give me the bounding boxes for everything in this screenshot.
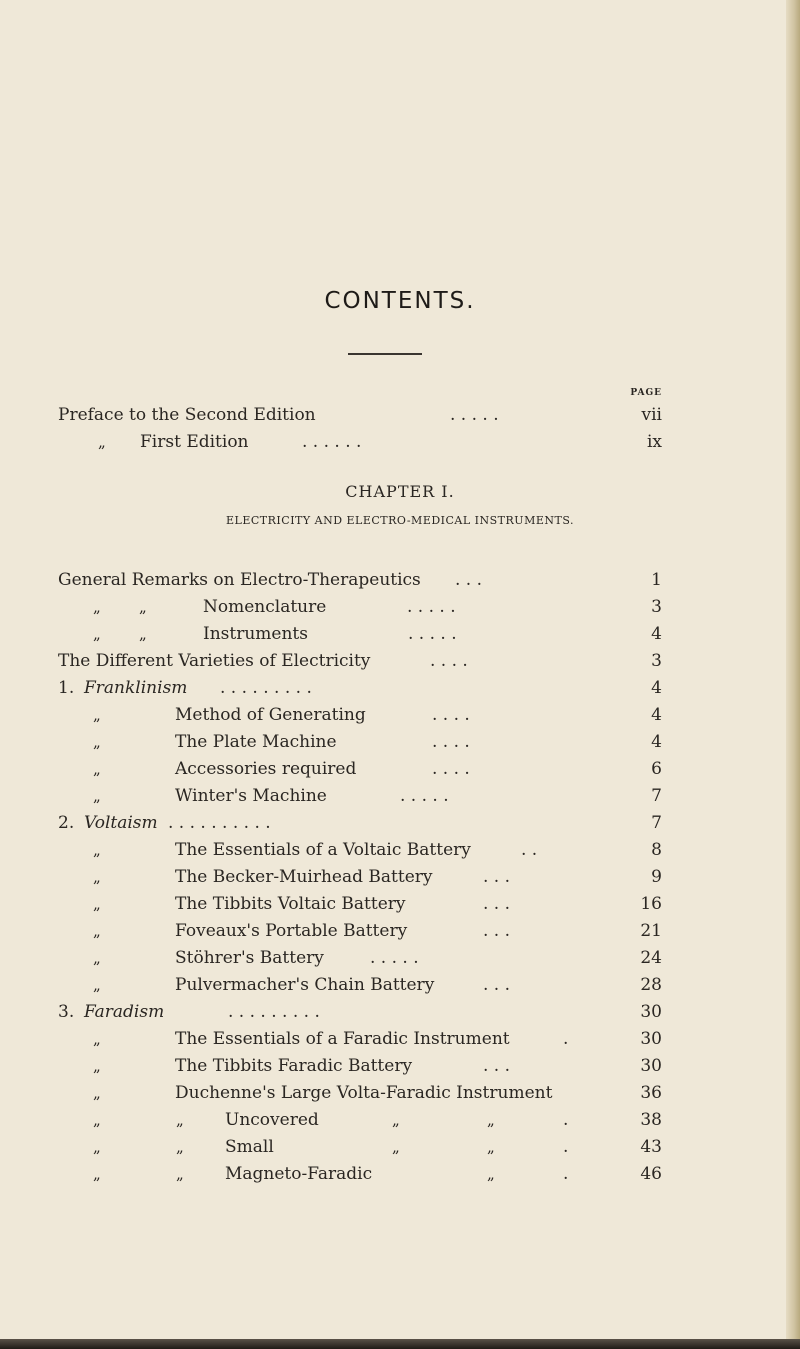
toc-row [0,973,800,997]
ditto-mark: „ [93,625,101,643]
toc-title: First Edition [140,432,249,452]
toc-leader-dots: . . . . . . . . . . [168,813,271,833]
chapter-subtitle: ELECTRICITY AND ELECTRO-MEDICAL INSTRUMENTS. [226,514,574,527]
toc-page-number: 3 [651,597,662,617]
toc-leader-dots: . . . . . [407,597,456,617]
ditto-mark: „ [93,841,101,859]
ditto-mark: „ [93,787,101,805]
ditto-mark: „ [139,598,147,616]
toc-title: The Tibbits Faradic Battery [175,1056,413,1076]
ditto-mark: „ [93,733,101,751]
toc-leader-dots: . [563,1029,569,1049]
toc-row [0,811,800,835]
toc-row [0,730,800,754]
ditto-mark: „ [93,760,101,778]
toc-page-number: 1 [651,570,662,590]
ditto-mark: „ [98,433,106,451]
toc-title: Method of Generating [175,705,366,725]
ditto-mark: „ [392,1111,400,1129]
ditto-mark: „ [139,625,147,643]
toc-title: Stöhrer's Battery [175,948,324,968]
toc-leader-dots: . . [521,840,538,860]
toc-leader-dots: . . . [483,867,511,887]
toc-title: Small [225,1137,274,1157]
ditto-mark: „ [392,1138,400,1156]
toc-row [0,1108,800,1132]
toc-row [0,1000,800,1024]
toc-title: The Becker-Muirhead Battery [175,867,433,887]
toc-page-number: 43 [640,1137,662,1157]
page-title: CONTENTS. [324,288,476,314]
toc-leader-dots: . [563,1164,569,1184]
toc-leader-dots: . . . . [432,705,470,725]
ditto-mark: „ [176,1111,184,1129]
toc-page-number: 3 [651,651,662,671]
ditto-mark: „ [93,922,101,940]
toc-row [0,622,800,646]
toc-row [0,595,800,619]
toc-leader-dots: . . . . . . [302,432,362,452]
toc-leader-dots: . . . . . . . . . [220,678,312,698]
toc-row [0,568,800,592]
toc-page-number: 7 [651,813,662,833]
toc-leader-dots: . . . [455,570,483,590]
toc-title: The Different Varieties of Electricity [58,651,371,671]
toc-leader-dots: . . . . . [408,624,457,644]
toc-title: Duchenne's Large Volta-Faradic Instrument [175,1083,553,1103]
toc-leader-dots: . [563,1137,569,1157]
toc-page-number: 30 [640,1029,662,1049]
toc-title: Preface to the Second Edition [58,405,316,425]
toc-title: The Essentials of a Voltaic Battery [175,840,471,860]
toc-page-number: 24 [640,948,662,968]
toc-row [0,676,800,700]
toc-title: The Plate Machine [175,732,337,752]
ditto-mark: „ [487,1138,495,1156]
toc-row [0,892,800,916]
toc-title: Nomenclature [203,597,327,617]
ditto-mark: „ [487,1111,495,1129]
ditto-mark: „ [176,1138,184,1156]
toc-page-number: 9 [651,867,662,887]
ditto-mark: „ [93,598,101,616]
toc-page-number: 28 [640,975,662,995]
toc-title: Uncovered [225,1110,319,1130]
toc-row [0,838,800,862]
toc-section-number: 2. [58,813,75,833]
toc-row [0,1054,800,1078]
ditto-mark: „ [93,1111,101,1129]
title-rule [348,353,422,355]
toc-title: General Remarks on Electro-Therapeutics [58,570,421,590]
toc-page-number: 21 [640,921,662,941]
toc-page-number: 38 [640,1110,662,1130]
ditto-mark: „ [93,1057,101,1075]
toc-title: The Tibbits Voltaic Battery [175,894,406,914]
ditto-mark: „ [176,1165,184,1183]
toc-title: Voltaism [84,813,158,833]
toc-leader-dots: . . . . . [400,786,449,806]
ditto-mark: „ [93,976,101,994]
toc-leader-dots: . . . [483,1056,511,1076]
toc-section-number: 1. [58,678,75,698]
ditto-mark: „ [93,706,101,724]
toc-leader-dots: . . . . . . . . . [228,1002,320,1022]
toc-leader-dots: . . . . [430,651,468,671]
toc-title: Pulvermacher's Chain Battery [175,975,435,995]
toc-title: Instruments [203,624,308,644]
toc-page-number: 4 [651,732,662,752]
toc-page-number: 36 [640,1083,662,1103]
toc-leader-dots: . . . . [432,759,470,779]
chapter-heading: CHAPTER I. [345,482,455,501]
ditto-mark: „ [487,1165,495,1183]
toc-page-number: 16 [640,894,662,914]
toc-title: The Essentials of a Faradic Instrument [175,1029,510,1049]
toc-page-number: vii [641,405,662,425]
page-column-heading: PAGE [630,388,662,398]
toc-row [0,649,800,673]
toc-page-number: 7 [651,786,662,806]
toc-row [0,784,800,808]
toc-leader-dots: . . . [483,894,511,914]
toc-page-number: 30 [640,1002,662,1022]
toc-title: Winter's Machine [175,786,327,806]
toc-leader-dots: . [563,1110,569,1130]
toc-leader-dots: . . . [483,975,511,995]
toc-page-number: 4 [651,705,662,725]
toc-row [0,1162,800,1186]
ditto-mark: „ [93,1084,101,1102]
toc-row [0,757,800,781]
toc-row [0,1081,800,1105]
toc-title: Accessories required [175,759,357,779]
toc-title: Magneto-Faradic [225,1164,373,1184]
ditto-mark: „ [93,1165,101,1183]
toc-page-number: 6 [651,759,662,779]
toc-page-number: 30 [640,1056,662,1076]
toc-row [0,919,800,943]
toc-page-number: 4 [651,678,662,698]
toc-leader-dots: . . . . . [450,405,499,425]
toc-page-number: ix [646,432,662,452]
ditto-mark: „ [93,949,101,967]
toc-page-number: 8 [651,840,662,860]
toc-leader-dots: . . . . . [370,948,419,968]
toc-title: Faradism [84,1002,165,1022]
toc-row [0,703,800,727]
toc-leader-dots: . . . [483,921,511,941]
toc-page-number: 46 [640,1164,662,1184]
toc-title: Foveaux's Portable Battery [175,921,408,941]
toc-row-preface-second [0,403,800,427]
ditto-mark: „ [93,1138,101,1156]
toc-row [0,946,800,970]
ditto-mark: „ [93,895,101,913]
toc-row-preface-first [0,430,800,454]
page-edge-bottom [0,1339,800,1349]
toc-row [0,1027,800,1051]
ditto-mark: „ [93,1030,101,1048]
ditto-mark: „ [93,868,101,886]
toc-page-number: 4 [651,624,662,644]
toc-section-number: 3. [58,1002,75,1022]
toc-row [0,1135,800,1159]
toc-leader-dots: . . . . [432,732,470,752]
toc-title: Franklinism [84,678,188,698]
toc-row [0,865,800,889]
